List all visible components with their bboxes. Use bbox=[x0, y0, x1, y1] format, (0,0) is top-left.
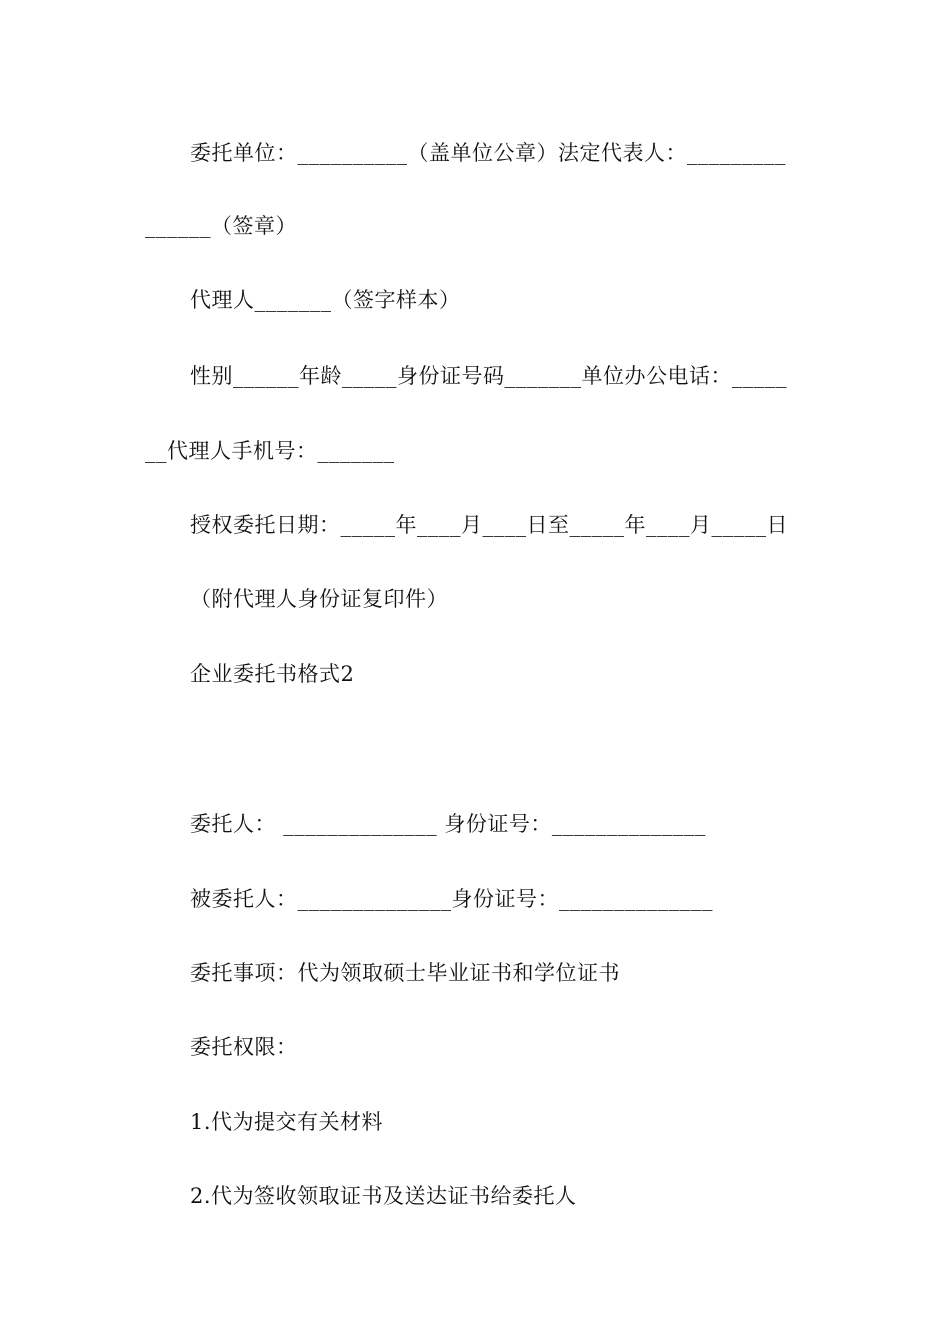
agent-signature-line: 代理人_______（签字样本） bbox=[190, 288, 461, 312]
authority-item-1: 1.代为提交有关材料 bbox=[190, 1110, 384, 1134]
agent-details-line: 性别______年龄_____身份证号码_______单位办公电话：_____ bbox=[190, 364, 787, 388]
authorization-date-line: 授权委托日期：_____年____月____日至_____年____月_____日 bbox=[190, 513, 788, 537]
trustee-line: 被委托人：______________身份证号：______________ bbox=[190, 887, 713, 911]
signature-continuation-line: ______（签章） bbox=[145, 214, 297, 238]
principal-line: 委托人： ______________ 身份证号：______________ bbox=[190, 812, 706, 836]
section-heading-format-2: 企业委托书格式2 bbox=[190, 662, 355, 686]
entrusting-unit-line: 委托单位：__________（盖单位公章）法定代表人：_________ bbox=[190, 141, 786, 165]
agent-phone-line: __代理人手机号：_______ bbox=[145, 439, 395, 463]
authority-scope-heading: 委托权限： bbox=[190, 1035, 298, 1059]
entrusted-matter-line: 委托事项：代为领取硕士毕业证书和学位证书 bbox=[190, 961, 620, 985]
attachment-note: （附代理人身份证复印件） bbox=[190, 587, 448, 611]
authority-item-2: 2.代为签收领取证书及送达证书给委托人 bbox=[190, 1184, 577, 1208]
